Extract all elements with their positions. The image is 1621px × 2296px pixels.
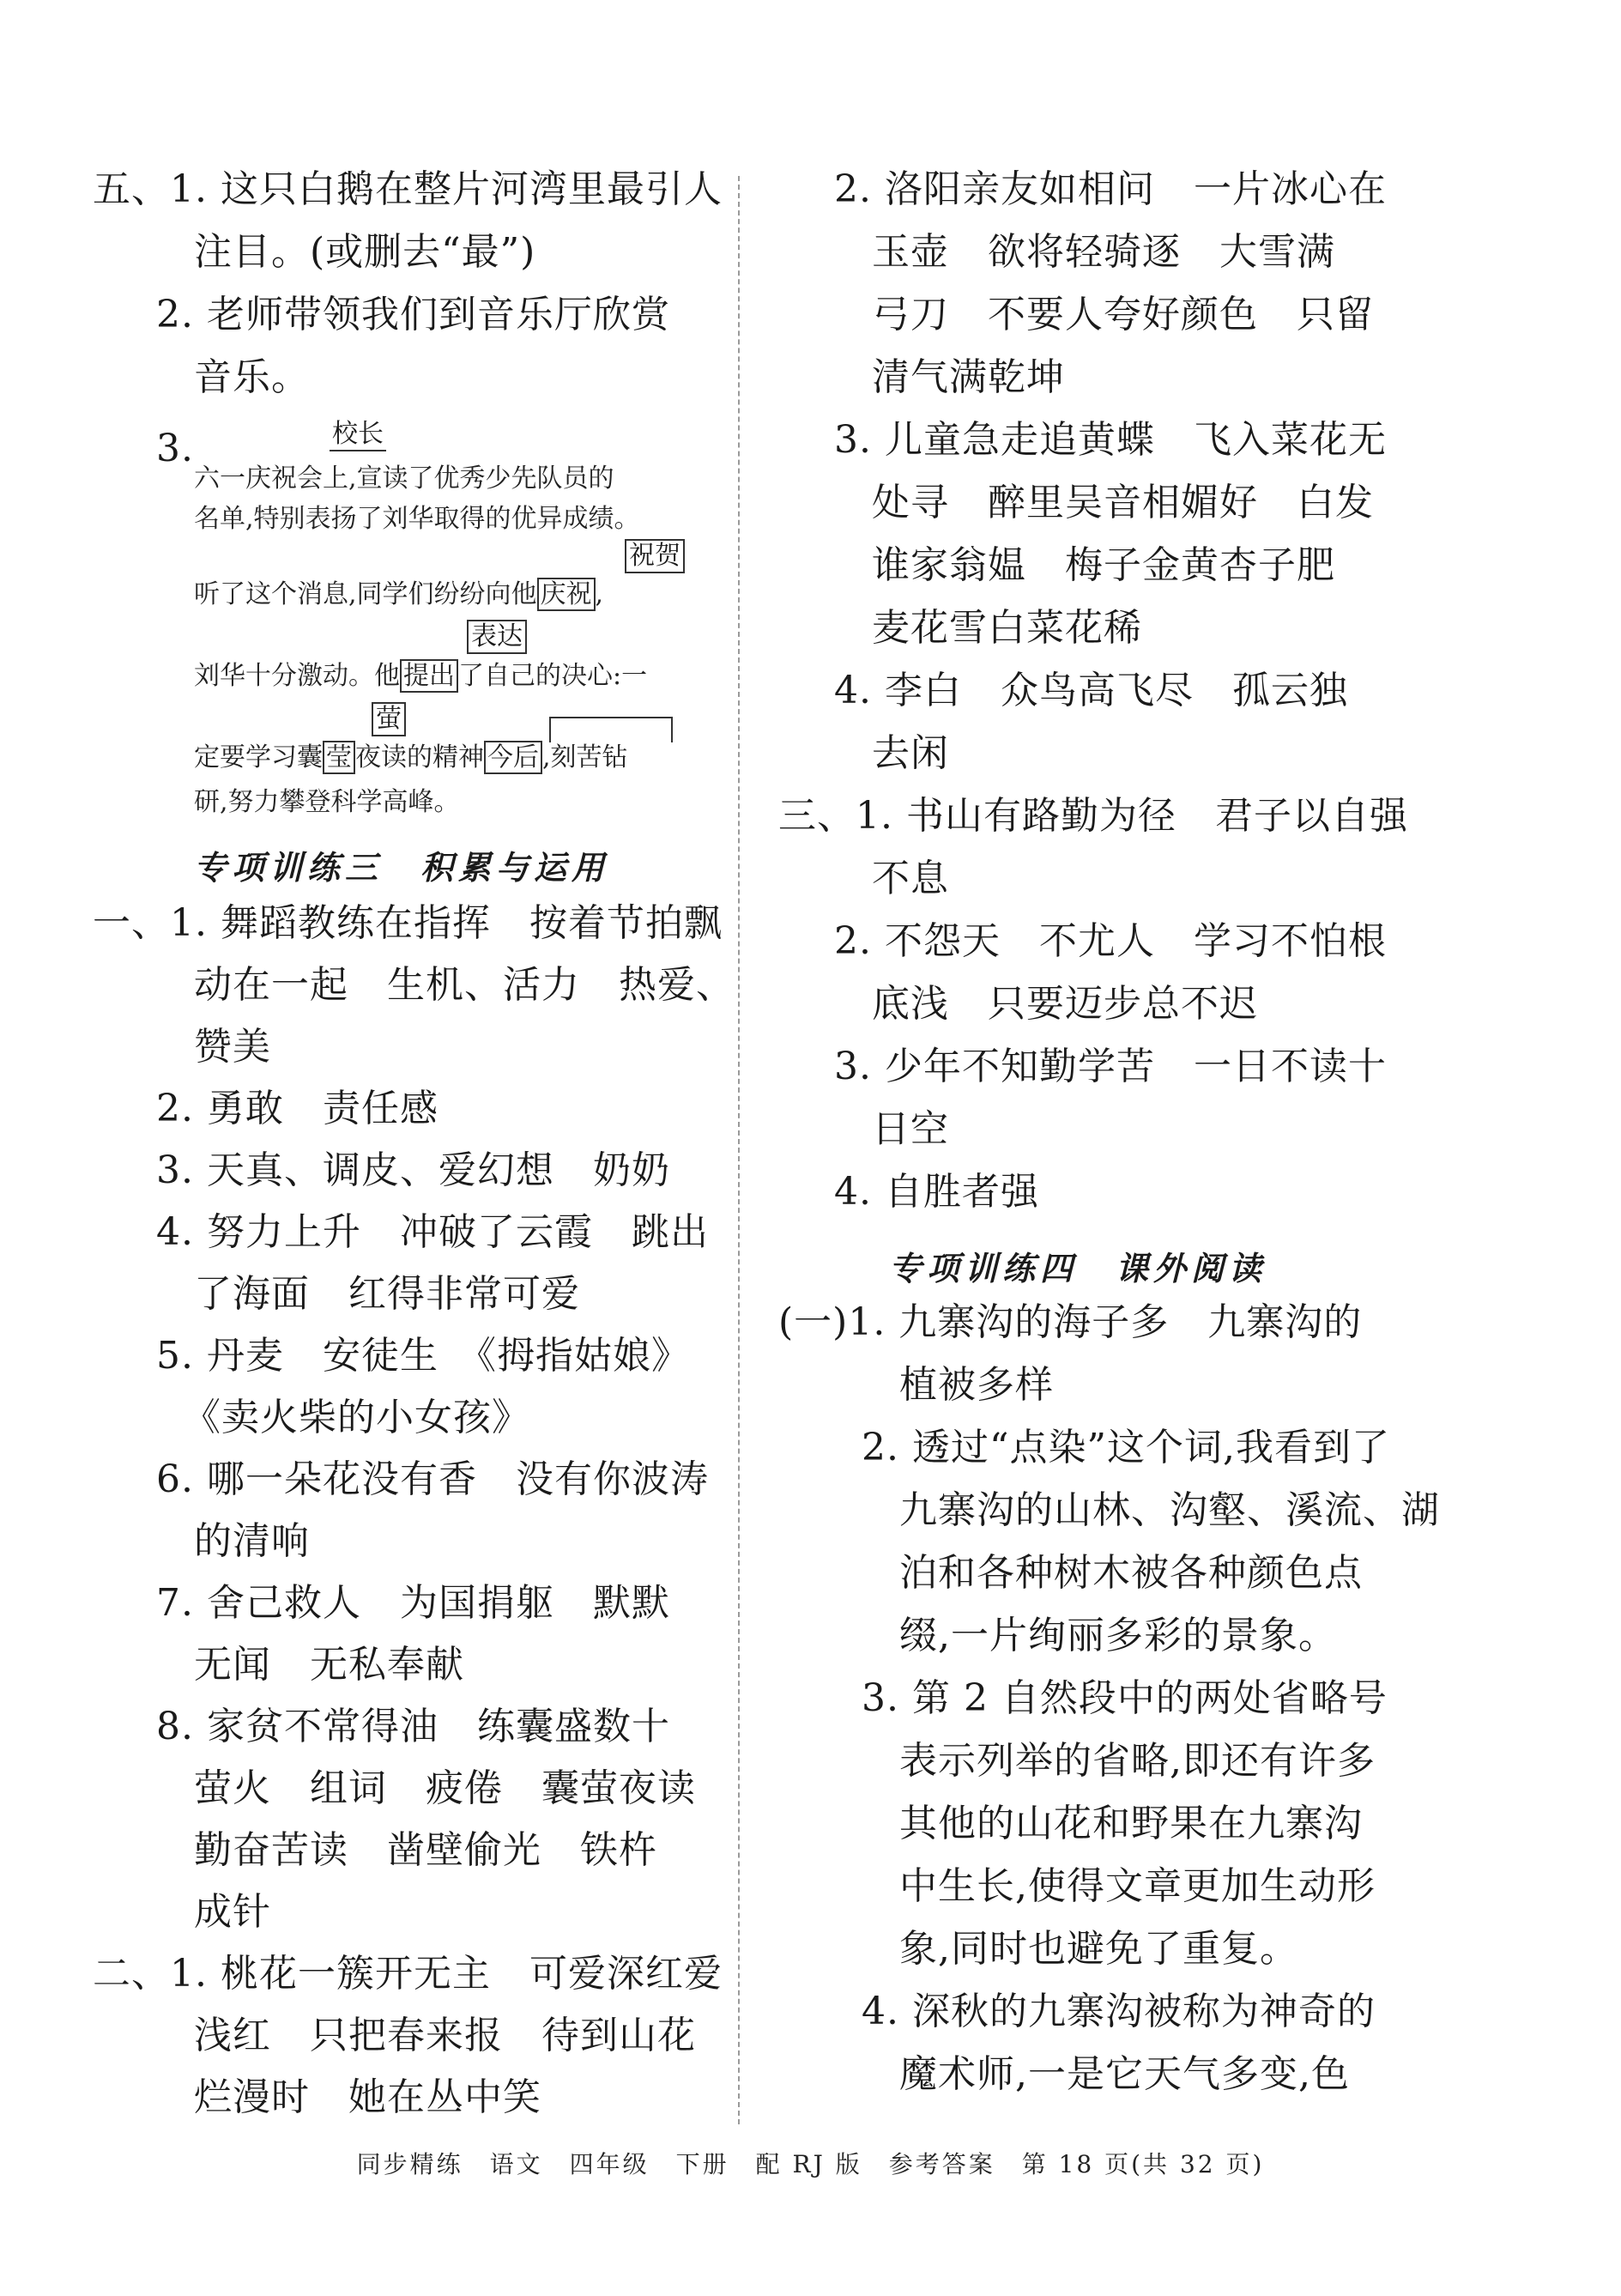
edit-row bbox=[194, 463, 614, 494]
answer-line: 5. 丹麦 安徒生 《拇指姑娘》 bbox=[156, 1334, 690, 1378]
answer-line: 处寻 醉里吴音相媚好 白发 bbox=[872, 481, 1374, 524]
move-mark bbox=[549, 717, 673, 742]
answer-line: 表示列举的省略,即还有许多 bbox=[899, 1739, 1376, 1783]
edit-row: 名单,特别表扬了刘华取得的优异成绩。 bbox=[194, 504, 640, 534]
answer-line: 麦花雪白菜花稀 bbox=[872, 606, 1142, 650]
answer-line: 2. 勇敢 责任感 bbox=[156, 1087, 439, 1130]
answer-line: 2. 透过“点染”这个词,我看到了 bbox=[862, 1426, 1390, 1469]
section-heading: 专项训练四 课外阅读 bbox=[889, 1249, 1267, 1287]
question-number: 3. bbox=[156, 427, 194, 470]
answer-line: 3. 天真、调皮、爱幻想 奶奶 bbox=[156, 1148, 670, 1192]
answer-line: 2. 老师带领我们到音乐厅欣赏 bbox=[156, 293, 670, 336]
answer-line: 4. 李白 众鸟高飞尽 孤云独 bbox=[834, 669, 1348, 712]
answer-line: 音乐。 bbox=[194, 355, 310, 399]
edit-text: 夜读的精神 bbox=[355, 742, 484, 772]
edit-row: 研,努力攀登科学高峰。 bbox=[194, 787, 460, 817]
answer-line: 了海面 红得非常可爱 bbox=[194, 1272, 580, 1316]
section-heading: 专项训练三 积累与运用 bbox=[194, 848, 610, 887]
edit-text: 刘华十分激动。他 bbox=[194, 661, 400, 691]
answer-line: 日空 bbox=[872, 1107, 949, 1151]
answer-line: 注目。(或删去“最”) bbox=[194, 230, 536, 274]
answer-line: 九寨沟的山林、沟壑、溪流、湖 bbox=[899, 1488, 1440, 1532]
answer-line: 魔术师,一是它天气多变,色 bbox=[899, 2052, 1350, 2096]
edit-text: , bbox=[595, 579, 604, 609]
answer-line: 《卖火柴的小女孩》 bbox=[183, 1396, 530, 1439]
answer-line: 3. 第 2 自然段中的两处省略号 bbox=[862, 1676, 1388, 1720]
deleted-word: 提出 bbox=[400, 659, 458, 693]
answer-line: 植被多样 bbox=[899, 1363, 1054, 1407]
answer-line: 3. 少年不知勤学苦 一日不读十 bbox=[834, 1045, 1387, 1088]
answer-line: 清气满乾坤 bbox=[872, 355, 1065, 399]
edit-row bbox=[194, 742, 628, 773]
answer-line: 4. 自胜者强 bbox=[834, 1170, 1039, 1214]
edit-text: 听了这个消息,同学们纷纷向他 bbox=[194, 579, 537, 609]
answer-line: 烂漫时 她在丛中笑 bbox=[194, 2075, 541, 2119]
column-divider bbox=[738, 176, 740, 2124]
answer-line: 萤火 组词 疲倦 囊萤夜读 bbox=[194, 1766, 696, 1810]
edit-text: 了自己的决心:一 bbox=[458, 661, 648, 691]
moved-word: 今后 bbox=[484, 741, 542, 774]
answer-line: 玉壶 欲将轻骑逐 大雪满 bbox=[872, 230, 1335, 274]
answer-line: 4. 努力上升 冲破了云霞 跳出 bbox=[156, 1210, 709, 1254]
answer-line: 2. 洛阳亲友如相问 一片冰心在 bbox=[834, 167, 1387, 211]
answer-line: 缀,一片绚丽多彩的景象。 bbox=[899, 1614, 1337, 1657]
insertion-express: 表达 bbox=[467, 620, 527, 654]
insertion-congrats: 祝贺 bbox=[625, 539, 685, 573]
edit-row bbox=[194, 579, 603, 610]
answer-line: 不息 bbox=[872, 857, 949, 900]
answer-line: 勤奋苦读 凿壁偷光 铁杵 bbox=[194, 1828, 657, 1872]
answer-line: 泊和各种树木被各种颜色点 bbox=[899, 1551, 1363, 1595]
insertion-principal: 校长 bbox=[330, 419, 386, 451]
answer-line: 3. 儿童急走追黄蝶 飞入菜花无 bbox=[834, 418, 1387, 462]
answer-line: 象,同时也避免了重复。 bbox=[899, 1927, 1298, 1971]
answer-line: 浅红 只把春来报 待到山花 bbox=[194, 2014, 696, 2057]
answer-line: 成针 bbox=[194, 1890, 271, 1934]
answer-line: 二、1. 桃花一簇开无主 可爱深红爱 bbox=[93, 1952, 723, 1996]
edit-text: 宣读了优秀少先队员的 bbox=[356, 463, 614, 494]
page-footer: 同步精练 语文 四年级 下册 配 RJ 版 参考答案 第 18 页(共 32 页) bbox=[356, 2150, 1265, 2178]
answer-line: 底浅 只要迈步总不迟 bbox=[872, 982, 1258, 1026]
answer-line: 谁家翁媪 梅子金黄杏子肥 bbox=[872, 543, 1335, 587]
answer-line: (一)1. 九寨沟的海子多 九寨沟的 bbox=[778, 1300, 1363, 1344]
answer-line: 五、1. 这只白鹅在整片河湾里最引人 bbox=[93, 167, 723, 211]
edit-text: ,刻苦钻 bbox=[542, 742, 628, 772]
edit-text: 六一庆祝会上, bbox=[194, 463, 357, 494]
answer-line: 赞美 bbox=[194, 1025, 271, 1069]
deleted-word: 庆祝 bbox=[537, 578, 596, 611]
answer-line: 三、1. 书山有路勤为径 君子以自强 bbox=[778, 794, 1408, 838]
answer-line: 7. 舍己救人 为国捐躯 默默 bbox=[156, 1581, 670, 1625]
answer-line: 2. 不怨天 不尤人 学习不怕根 bbox=[834, 919, 1387, 963]
answer-line: 一、1. 舞蹈教练在指挥 按着节拍飘 bbox=[93, 901, 723, 945]
answer-line: 4. 深秋的九寨沟被称为神奇的 bbox=[862, 1990, 1376, 2033]
answer-line: 中生长,使得文章更加生动形 bbox=[899, 1864, 1376, 1908]
answer-line: 其他的山花和野果在九寨沟 bbox=[899, 1802, 1363, 1845]
edit-row bbox=[194, 661, 647, 692]
answer-line: 弓刀 不要人夸好颜色 只留 bbox=[872, 293, 1374, 336]
edit-text: 定要学习囊 bbox=[194, 742, 323, 772]
answer-line: 6. 哪一朵花没有香 没有你波涛 bbox=[156, 1457, 709, 1501]
answer-line: 去闲 bbox=[872, 731, 949, 775]
answer-line: 动在一起 生机、活力 热爱、 bbox=[194, 963, 735, 1007]
insertion-firefly: 萤 bbox=[372, 702, 406, 736]
answer-line: 8. 家贫不常得油 练囊盛数十 bbox=[156, 1705, 670, 1748]
answer-line: 无闻 无私奉献 bbox=[194, 1643, 464, 1687]
answer-line: 的清响 bbox=[194, 1519, 310, 1563]
corrected-char: 莹 bbox=[323, 741, 355, 774]
